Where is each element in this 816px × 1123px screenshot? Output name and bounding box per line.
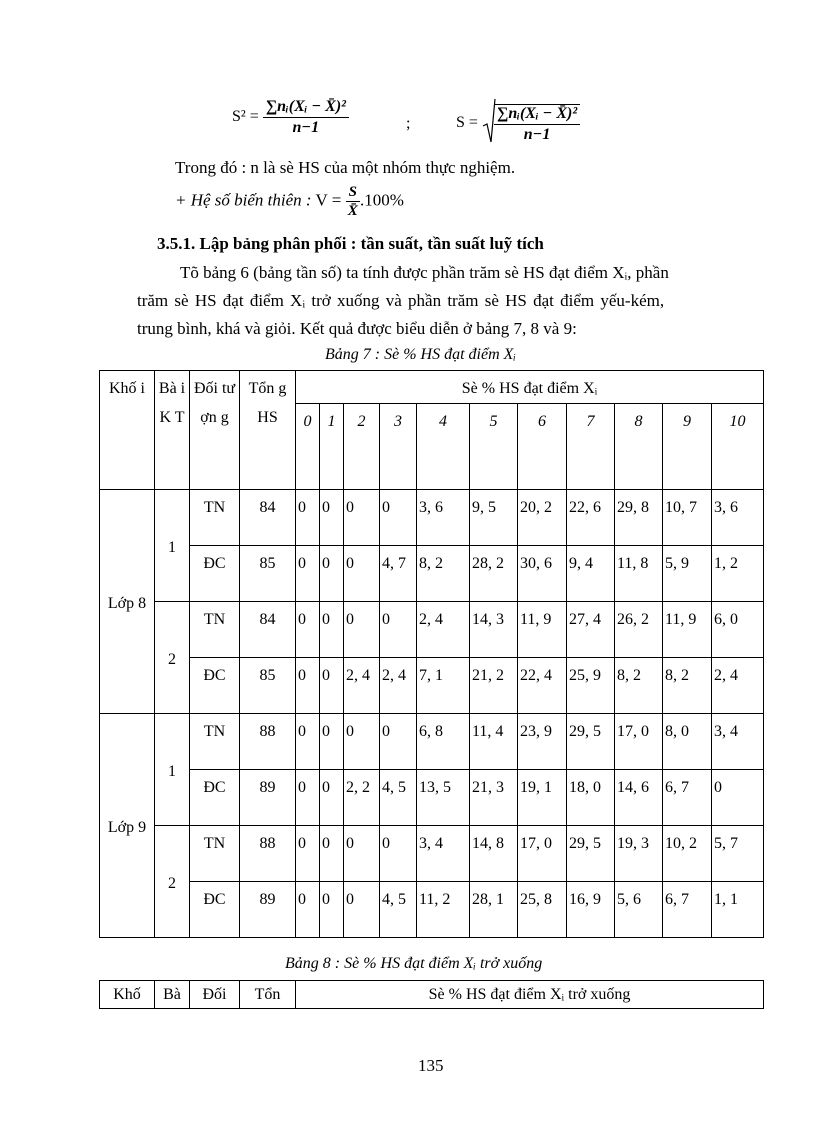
- value-cell: 0: [344, 882, 380, 938]
- t8-header-group: Sè % HS đạt điểm Xᵢ trở xuống: [296, 981, 764, 1009]
- value-cell: 0: [380, 826, 417, 882]
- paragraph-line-2: trăm sè HS đạt điểm Xᵢ trở xuống và phần trăm sè HS đạt điểm yếu-kém,: [137, 291, 665, 310]
- value-cell: 3, 6: [712, 490, 764, 546]
- value-cell: 6, 7: [663, 770, 712, 826]
- header-bai: Bà i K T: [155, 371, 190, 490]
- score-header: 8: [615, 404, 663, 490]
- tong-cell: 84: [240, 602, 296, 658]
- coefficient-suffix: .100%: [359, 190, 404, 210]
- coefficient-fraction: [346, 184, 360, 219]
- doituong-cell: ĐC: [190, 546, 240, 602]
- value-cell: 22, 6: [567, 490, 615, 546]
- value-cell: 14, 8: [470, 826, 518, 882]
- score-header: 6: [518, 404, 567, 490]
- doituong-cell: ĐC: [190, 658, 240, 714]
- coefficient-v: V =: [311, 190, 342, 210]
- value-cell: 17, 0: [615, 714, 663, 770]
- value-cell: 26, 2: [615, 602, 663, 658]
- value-cell: 4, 7: [380, 546, 417, 602]
- std-denominator: n−1: [523, 125, 551, 143]
- value-cell: 4, 5: [380, 770, 417, 826]
- value-cell: 0: [380, 602, 417, 658]
- value-cell: 5, 9: [663, 546, 712, 602]
- score-header: 3: [380, 404, 417, 490]
- paragraph-line-1: Tõ bảng 6 (bảng tần số) ta tính được phần trăm sè HS đạt điểm Xᵢ, phần: [180, 263, 669, 282]
- value-cell: 21, 2: [470, 658, 518, 714]
- tong-cell: 88: [240, 714, 296, 770]
- value-cell: 29, 5: [567, 714, 615, 770]
- value-cell: 6, 7: [663, 882, 712, 938]
- table-row: [100, 826, 764, 882]
- value-cell: 23, 9: [518, 714, 567, 770]
- value-cell: 0: [296, 658, 320, 714]
- value-cell: 0: [344, 826, 380, 882]
- value-cell: 30, 6: [518, 546, 567, 602]
- value-cell: 28, 1: [470, 882, 518, 938]
- value-cell: 8, 2: [615, 658, 663, 714]
- score-header: 7: [567, 404, 615, 490]
- tong-cell: 84: [240, 490, 296, 546]
- value-cell: 0: [296, 714, 320, 770]
- value-cell: 4, 5: [380, 882, 417, 938]
- value-cell: 6, 0: [712, 602, 764, 658]
- value-cell: 28, 2: [470, 546, 518, 602]
- value-cell: 5, 7: [712, 826, 764, 882]
- doituong-cell: TN: [190, 602, 240, 658]
- value-cell: 3, 6: [417, 490, 470, 546]
- value-cell: 0: [296, 490, 320, 546]
- tong-cell: 89: [240, 882, 296, 938]
- table-7: [99, 370, 764, 938]
- value-cell: 0: [344, 714, 380, 770]
- variance-denominator: n−1: [292, 119, 320, 136]
- doituong-cell: ĐC: [190, 770, 240, 826]
- value-cell: 13, 5: [417, 770, 470, 826]
- value-cell: 3, 4: [417, 826, 470, 882]
- coefficient-line: [175, 184, 404, 219]
- value-cell: 0: [296, 826, 320, 882]
- value-cell: 0: [320, 546, 344, 602]
- std-fraction: [494, 104, 580, 144]
- tong-cell: 85: [240, 658, 296, 714]
- value-cell: 0: [380, 490, 417, 546]
- value-cell: 11, 9: [663, 602, 712, 658]
- value-cell: 0: [296, 602, 320, 658]
- score-header: 1: [320, 404, 344, 490]
- t8-header-bai: Bà: [155, 981, 190, 1009]
- table-row: [100, 714, 764, 770]
- value-cell: 1, 2: [712, 546, 764, 602]
- value-cell: 14, 6: [615, 770, 663, 826]
- value-cell: 0: [320, 882, 344, 938]
- variance-formula: [232, 98, 349, 137]
- value-cell: 2, 2: [344, 770, 380, 826]
- value-cell: 0: [296, 882, 320, 938]
- value-cell: 14, 3: [470, 602, 518, 658]
- variance-fraction: [263, 98, 349, 137]
- value-cell: 8, 2: [663, 658, 712, 714]
- score-header: 0: [296, 404, 320, 490]
- value-cell: 9, 5: [470, 490, 518, 546]
- value-cell: 6, 8: [417, 714, 470, 770]
- value-cell: 29, 8: [615, 490, 663, 546]
- value-cell: 22, 4: [518, 658, 567, 714]
- value-cell: 0: [296, 770, 320, 826]
- value-cell: 11, 2: [417, 882, 470, 938]
- value-cell: 11, 9: [518, 602, 567, 658]
- table-row: [100, 658, 764, 714]
- std-numerator: ∑nᵢ(Xᵢ − X̄)²: [494, 105, 580, 125]
- value-cell: 0: [320, 714, 344, 770]
- tong-cell: 88: [240, 826, 296, 882]
- khoi-cell: Lớp 8: [100, 490, 155, 714]
- value-cell: 2, 4: [380, 658, 417, 714]
- bai-cell: 2: [155, 602, 190, 714]
- value-cell: 10, 2: [663, 826, 712, 882]
- doituong-cell: TN: [190, 714, 240, 770]
- std-formula: [456, 98, 580, 149]
- value-cell: 9, 4: [567, 546, 615, 602]
- value-cell: 0: [344, 490, 380, 546]
- value-cell: 16, 9: [567, 882, 615, 938]
- bai-cell: 1: [155, 714, 190, 826]
- value-cell: 0: [296, 546, 320, 602]
- t8-header-doituong: Đối: [190, 981, 240, 1009]
- value-cell: 19, 3: [615, 826, 663, 882]
- formula-separator: ;: [406, 115, 411, 132]
- value-cell: 0: [320, 658, 344, 714]
- value-cell: 18, 0: [567, 770, 615, 826]
- header-group: Sè % HS đạt điểm Xᵢ: [296, 371, 764, 404]
- value-cell: 0: [344, 602, 380, 658]
- value-cell: 21, 3: [470, 770, 518, 826]
- table-row: [100, 882, 764, 938]
- doituong-cell: TN: [190, 826, 240, 882]
- value-cell: 2, 4: [344, 658, 380, 714]
- value-cell: 0: [320, 826, 344, 882]
- value-cell: 20, 2: [518, 490, 567, 546]
- value-cell: 5, 6: [615, 882, 663, 938]
- trong-do-text: Trong đó : n là sè HS của một nhóm thực nghiệm.: [175, 158, 516, 177]
- t8-header-tong: Tổn: [240, 981, 296, 1009]
- value-cell: 11, 4: [470, 714, 518, 770]
- doituong-cell: ĐC: [190, 882, 240, 938]
- variance-label: S² =: [232, 108, 259, 126]
- table-row: [100, 602, 764, 658]
- header-tong: Tổn g HS: [240, 371, 296, 490]
- value-cell: 25, 8: [518, 882, 567, 938]
- bai-cell: 1: [155, 490, 190, 602]
- value-cell: 10, 7: [663, 490, 712, 546]
- value-cell: 8, 2: [417, 546, 470, 602]
- value-cell: 0: [380, 714, 417, 770]
- doituong-cell: TN: [190, 490, 240, 546]
- header-doituong: Đối tượn g: [190, 371, 240, 490]
- score-header: 4: [417, 404, 470, 490]
- value-cell: 0: [320, 770, 344, 826]
- tong-cell: 85: [240, 546, 296, 602]
- value-cell: 1, 1: [712, 882, 764, 938]
- value-cell: 0: [712, 770, 764, 826]
- table-row: [100, 546, 764, 602]
- value-cell: 17, 0: [518, 826, 567, 882]
- coefficient-numerator: S: [346, 184, 360, 202]
- table-row: [100, 490, 764, 546]
- tong-cell: 89: [240, 770, 296, 826]
- header-khoi: Khố i: [100, 371, 155, 490]
- coefficient-denominator: X̄: [347, 203, 358, 219]
- t8-header-khoi: Khố: [100, 981, 155, 1009]
- value-cell: 7, 1: [417, 658, 470, 714]
- value-cell: 8, 0: [663, 714, 712, 770]
- score-header: 9: [663, 404, 712, 490]
- bai-cell: 2: [155, 826, 190, 938]
- score-header: 10: [712, 404, 764, 490]
- table-row: [100, 770, 764, 826]
- value-cell: 27, 4: [567, 602, 615, 658]
- paragraph-line-3: trung bình, khá và giỏi. Kết quả được biểu diễn ở bảng 7, 8 và 9:: [137, 319, 577, 338]
- table8-caption: Bảng 8 : Sè % HS đạt điểm Xᵢ trở xuống: [285, 955, 543, 972]
- value-cell: 19, 1: [518, 770, 567, 826]
- score-header: 2: [344, 404, 380, 490]
- value-cell: 3, 4: [712, 714, 764, 770]
- value-cell: 25, 9: [567, 658, 615, 714]
- value-cell: 29, 5: [567, 826, 615, 882]
- value-cell: 2, 4: [712, 658, 764, 714]
- page-number: 135: [418, 1056, 444, 1075]
- score-header: 5: [470, 404, 518, 490]
- value-cell: 2, 4: [417, 602, 470, 658]
- value-cell: 0: [344, 546, 380, 602]
- value-cell: 0: [320, 490, 344, 546]
- value-cell: 0: [320, 602, 344, 658]
- table7-caption: Bảng 7 : Sè % HS đạt điểm Xᵢ: [325, 346, 516, 363]
- table-8: [99, 980, 764, 1009]
- value-cell: 11, 8: [615, 546, 663, 602]
- variance-numerator: ∑nᵢ(Xᵢ − X̄)²: [263, 98, 349, 118]
- std-label: S =: [456, 114, 478, 132]
- khoi-cell: Lớp 9: [100, 714, 155, 938]
- coefficient-label: + Hệ số biến thiên :: [175, 190, 312, 210]
- section-heading: 3.5.1. Lập bảng phân phối : tần suất, tần suất luỹ tích: [157, 234, 544, 253]
